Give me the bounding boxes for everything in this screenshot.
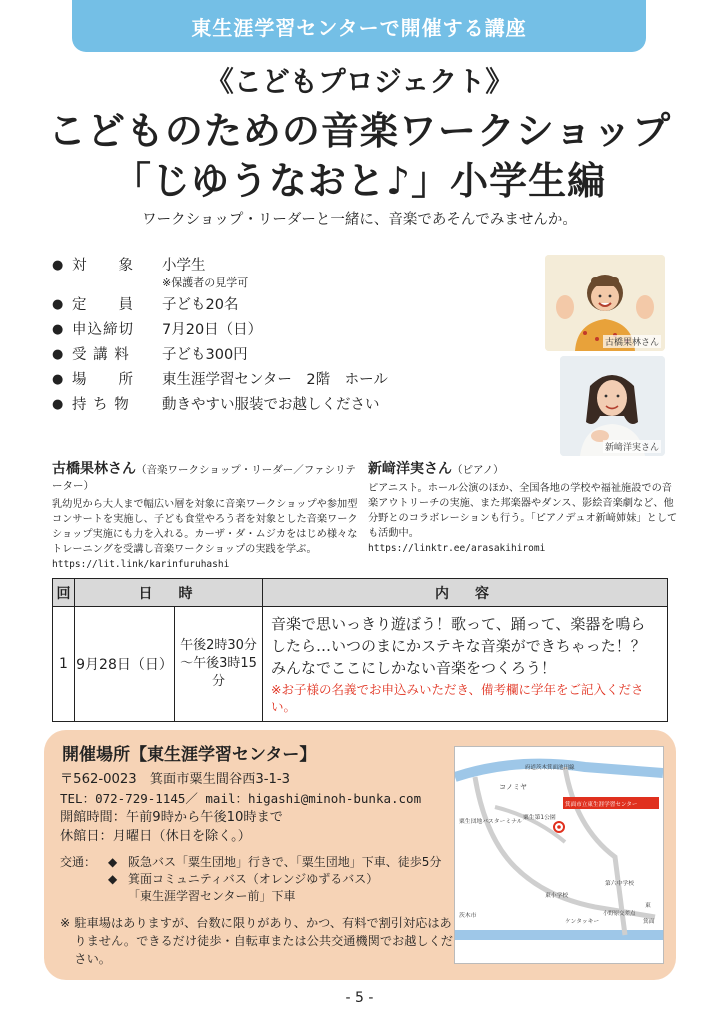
- map-label-kosaten: 小野原交差点: [603, 911, 636, 917]
- row-date: 9月28日（日）: [75, 607, 175, 722]
- course-info-list: [52, 256, 522, 420]
- info-label: 申込締切: [72, 322, 134, 338]
- time-start: 午後2時30分: [180, 638, 257, 653]
- schedule-header-row: [53, 579, 668, 607]
- row-time: [175, 607, 263, 722]
- venue-address: 〒562-0023 箕面市粟生間谷西3-1-3: [60, 772, 291, 787]
- access-item: 「東生涯学習センター前」下車: [128, 889, 296, 903]
- map-label-center: 箕面市立東生涯学習センター: [565, 802, 638, 808]
- row-no: 1: [53, 607, 75, 722]
- time-end: ～午後3時15分: [180, 656, 257, 689]
- bio-name: [368, 462, 678, 478]
- project-label: 《こどもプロジェクト》: [205, 65, 514, 98]
- map-label-conveni: コノミヤ: [499, 783, 527, 791]
- bio-link[interactable]: https://lit.link/karinfuruhashi: [52, 559, 230, 570]
- note-mark: ※: [60, 916, 71, 930]
- photo-furuhashi: [545, 255, 665, 351]
- info-value-text: 小学生: [162, 258, 206, 274]
- info-label: 対 象: [72, 258, 134, 274]
- map-label-kentucky: ケンタッキー: [565, 919, 600, 925]
- venue-closed: 休館日：月曜日（休日を除く。）: [60, 829, 251, 844]
- table-row: [53, 607, 668, 722]
- page-subtitle: ワークショップ・リーダーと一緒に、音楽であそんでみませんか。: [142, 212, 577, 228]
- info-value: 動きやすい服装でお越しください: [162, 397, 380, 413]
- map-label-elementary: 東小学校: [545, 893, 569, 899]
- info-value: 7月20日（日）: [162, 322, 263, 338]
- info-row-belongings: [52, 395, 522, 415]
- parking-text: 駐車場はありますが、台数に限りがあり、かつ、有料で割引対応はありません。できるだけ徒歩・自転車または公共交通機関でお越しください。: [74, 916, 453, 966]
- bullet-icon: ●: [52, 347, 64, 362]
- access-map: [454, 746, 664, 964]
- info-label: 受 講 料: [72, 347, 130, 363]
- venue-title: 開催場所【東生涯学習センター】: [62, 745, 317, 765]
- bio-role: （ピアノ）: [452, 464, 504, 476]
- info-label: 持 ち 物: [72, 397, 130, 413]
- access-label: 交通：: [60, 855, 97, 869]
- bio-link[interactable]: https://linktr.ee/arasakihiromi: [368, 543, 546, 554]
- map-graphic: [455, 747, 663, 963]
- map-label-mino: 箕面: [643, 919, 655, 925]
- page-title-line2: 「じゆうなおと♪」小学生編: [112, 159, 607, 203]
- venue-hours: 開館時間：午前9時から午後10時まで: [60, 810, 283, 825]
- info-value: 東生涯学習センター 2階 ホール: [162, 372, 388, 388]
- map-label-road-top: 府道茨木箕面池田線: [525, 765, 575, 771]
- page-title: こどものための音楽ワークショップ: [47, 109, 672, 153]
- info-note: ※保護者の見学可: [162, 276, 249, 289]
- bio-name: [52, 462, 362, 494]
- map-label-park: 粟生第1公園: [523, 815, 556, 821]
- photo-caption: 新﨑洋実さん: [603, 440, 661, 453]
- info-row-fee: [52, 345, 522, 365]
- schedule-table: [52, 578, 668, 722]
- info-value: 子ども300円: [162, 347, 248, 363]
- bullet-icon: ●: [52, 397, 64, 412]
- content-note: ※お子様の名義でお申込みいただき、備考欄に学年をご記入ください。: [271, 682, 644, 714]
- bullet-icon: ●: [52, 372, 64, 387]
- parking-note: [60, 914, 455, 968]
- page-number: - 5 -: [345, 990, 374, 1006]
- info-label: 定 員: [72, 297, 134, 313]
- bio-text: ピアニスト。ホール公演のほか、全国各地の学校や福祉施設での音楽アウトリーチの実施、また邦楽器やダンス、影絵音楽劇など、他分野とのコラボレーションも行う。「ピアノデュオ新﨑姉妹」としても活動中。: [368, 483, 678, 539]
- info-row-deadline: [52, 320, 522, 340]
- map-label-route171: 国道171号線: [515, 943, 550, 949]
- info-row-place: [52, 370, 522, 390]
- bio-name-text: 古橋果林さん: [52, 461, 136, 477]
- content-text: 音楽で思いっきり遊ぼう！歌って、踊って、楽器を鳴らしたら…いつのまにかステキな音楽ができちゃった！？みんなでここにしかない音楽をつくろう！: [271, 615, 646, 677]
- header-content: 内 容: [263, 579, 668, 607]
- header-datetime: 日 時: [75, 579, 263, 607]
- venue-access: [60, 854, 460, 905]
- map-label-higashi: 東: [645, 903, 651, 909]
- diamond-icon: ◆: [108, 855, 118, 869]
- bio-text: 乳幼児から大人まで幅広い層を対象に音楽ワークショップや参加型コンサートを実施し、子ども食堂やろう者を対象とした音楽ワークショップ実施にも力を入れる。カーザ・ダ・ムジカをはじめ様々なトレーニングを受講し音楽ワークショップの実践を学ぶ。: [52, 499, 358, 555]
- bio-furuhashi: [52, 462, 362, 572]
- info-value: [162, 256, 522, 290]
- bullet-icon: ●: [52, 258, 64, 273]
- access-item: 箕面コミュニティバス（オレンジゆずるバス）: [128, 872, 379, 886]
- header-no: 回: [53, 579, 75, 607]
- bio-role: （音楽ワークショップ・リーダー／ファシリテーター）: [52, 464, 356, 492]
- map-label-bus-terminal: 粟生団地バスターミナル: [459, 819, 523, 825]
- bio-arasaki: [368, 462, 678, 556]
- map-label-ibaraki: 茨木市: [459, 913, 477, 919]
- photo-caption: 古橋果林さん: [603, 335, 661, 348]
- access-row: [60, 871, 460, 888]
- access-row: [60, 888, 460, 905]
- map-label-junior-high: 第六中学校: [605, 881, 634, 887]
- venue-contact: TEL：072-729-1145／ mail：higashi@minoh-bunka.com: [60, 791, 422, 806]
- access-row: [60, 854, 460, 871]
- venue-box: [44, 730, 676, 980]
- venue-details: [60, 770, 450, 846]
- photo-arasaki: [560, 356, 665, 456]
- info-row-target: [52, 256, 522, 290]
- bullet-icon: ●: [52, 297, 64, 312]
- info-row-capacity: [52, 295, 522, 315]
- section-banner: 東生涯学習センターで開催する講座: [72, 0, 646, 52]
- row-content: [263, 607, 668, 722]
- diamond-icon: ◆: [108, 872, 118, 886]
- info-value: 子ども20名: [162, 297, 239, 313]
- info-label: 場 所: [72, 372, 134, 388]
- bullet-icon: ●: [52, 322, 64, 337]
- bio-name-text: 新﨑洋実さん: [368, 461, 452, 477]
- access-item: 阪急バス「粟生団地」行きで、「粟生団地」下車、徒歩5分: [128, 855, 442, 869]
